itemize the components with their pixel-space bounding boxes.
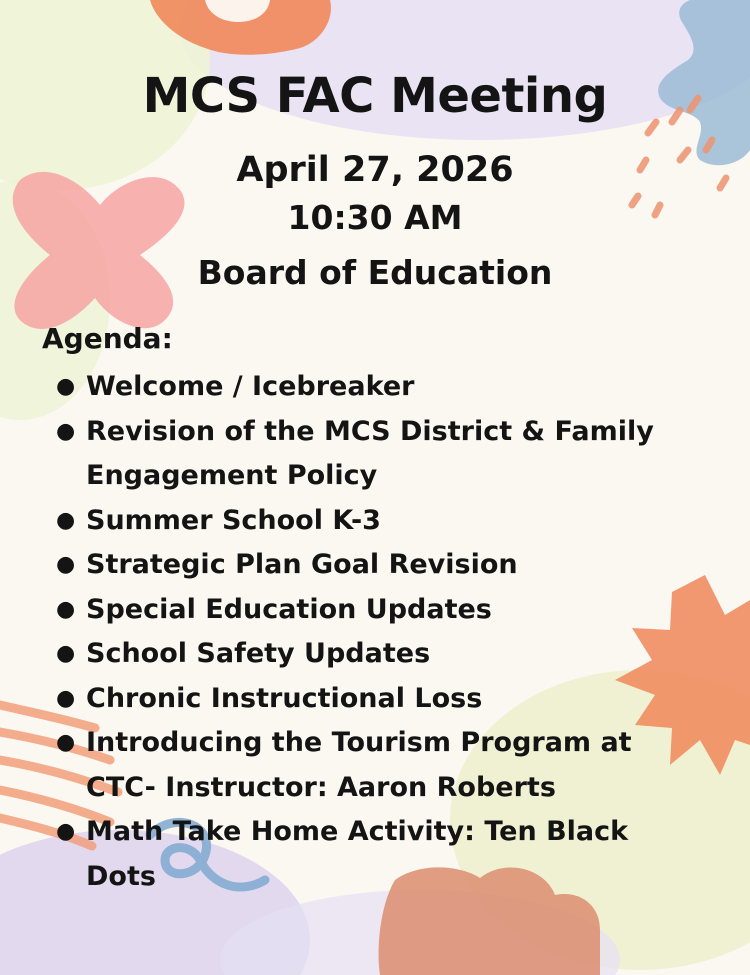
meeting-date: April 27, 2026 bbox=[236, 150, 514, 190]
agenda-item bbox=[54, 499, 694, 544]
meeting-time: 10:30 AM bbox=[287, 198, 463, 237]
bullet-icon: ● bbox=[56, 374, 76, 399]
agenda-item-text: Summer School K-3 bbox=[86, 504, 381, 536]
agenda-item-text: Special Education Updates bbox=[86, 593, 492, 625]
agenda-item bbox=[54, 588, 694, 633]
agenda-item-text: Introducing the Tourism Program at CTC- Instructor: Aaron Roberts bbox=[86, 727, 632, 803]
agenda-item bbox=[54, 365, 694, 410]
agenda-item-text: Welcome / Icebreaker bbox=[86, 371, 415, 402]
bullet-icon: ● bbox=[56, 552, 76, 577]
agenda-item bbox=[54, 721, 694, 810]
bullet-icon: ● bbox=[56, 507, 76, 533]
agenda-item bbox=[54, 632, 694, 677]
bullet-icon: ● bbox=[56, 418, 76, 444]
bullet-icon: ● bbox=[56, 641, 76, 666]
bullet-icon: ● bbox=[56, 685, 76, 711]
agenda-item bbox=[54, 543, 694, 588]
agenda-item-text: Revision of the MCS District & Family Engagement Policy bbox=[86, 415, 654, 491]
agenda-item bbox=[54, 410, 694, 499]
agenda-item-text: Chronic Instructional Loss bbox=[86, 682, 483, 714]
agenda-item-text: School Safety Updates bbox=[86, 638, 431, 669]
bullet-icon: ● bbox=[56, 819, 76, 844]
agenda-heading: Agenda: bbox=[42, 322, 173, 355]
bullet-icon: ● bbox=[56, 596, 76, 622]
agenda-item bbox=[54, 810, 694, 899]
agenda-item-text: Math Take Home Activity: Ten Black Dots bbox=[86, 816, 629, 892]
agenda-list bbox=[54, 365, 694, 899]
meeting-title: MCS FAC Meeting bbox=[142, 68, 608, 124]
agenda-item bbox=[54, 677, 694, 722]
bullet-icon: ● bbox=[56, 730, 76, 755]
agenda-item-text: Strategic Plan Goal Revision bbox=[86, 549, 518, 580]
meeting-location: Board of Education bbox=[197, 253, 553, 292]
